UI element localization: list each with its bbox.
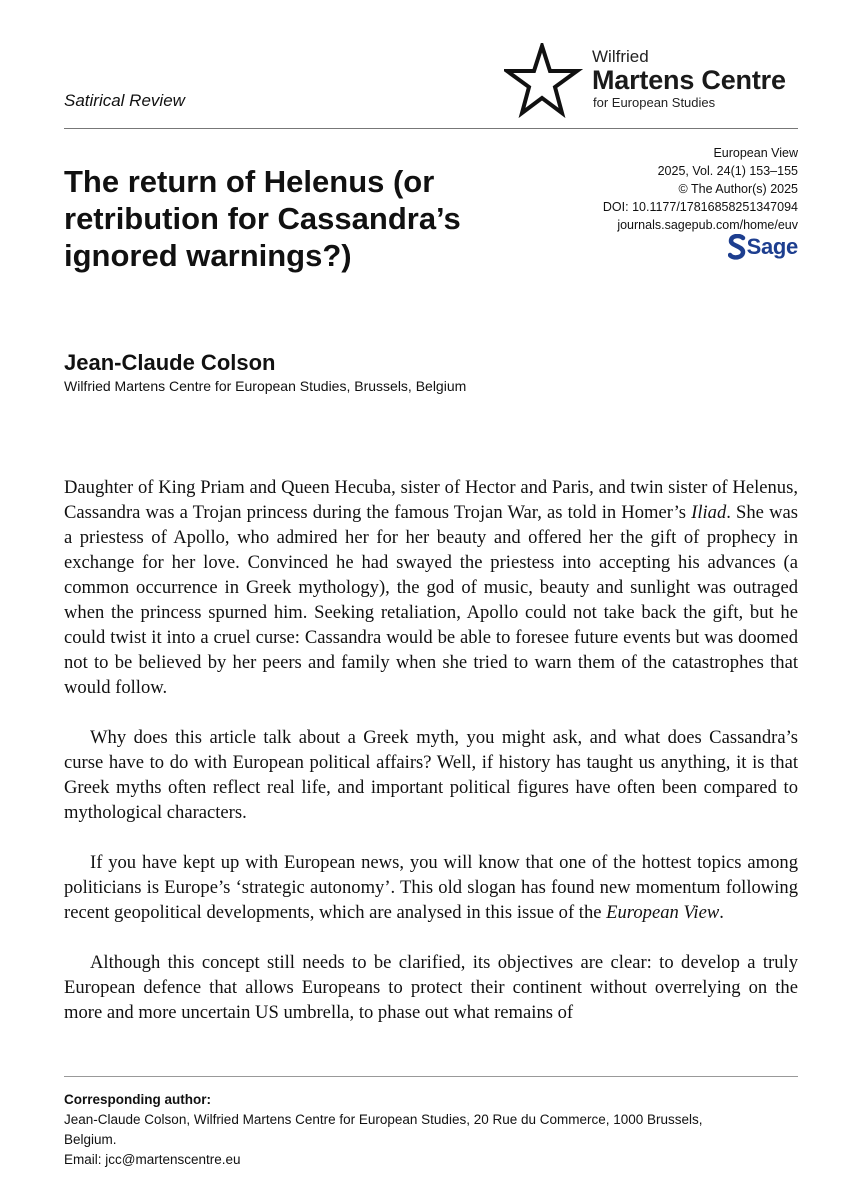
corresponding-author-note <box>64 1090 798 1170</box>
header-divider <box>64 128 798 129</box>
journal-url[interactable]: journals.sagepub.com/home/euv <box>617 218 798 232</box>
logo-line-wilfried: Wilfried <box>592 47 649 66</box>
body-italic-european-view: European View <box>606 902 720 923</box>
star-person-icon <box>504 43 584 118</box>
publisher-logo[interactable] <box>504 43 804 118</box>
body-text-span: Daughter of King Priam and Queen Hecuba, sister of Hector and Paris, and twin sister of Helenus, Cassandra was a Trojan princess during the famous Trojan War, as told in Homer’s <box>64 477 798 523</box>
article-title: The return of Helenus (or retribution for Cassandra’s ignored warnings?) <box>64 164 461 273</box>
body-italic-iliad: Iliad <box>691 502 727 523</box>
author-name: Jean-Claude Colson <box>64 350 276 375</box>
body-paragraph-4: Although this concept still needs to be clarified, its objectives are clear: to develop a truly European defence that allows Europeans to protect their continent without overrelying on the more and more uncertain US umbrella, to phase out what remains of <box>64 952 798 1023</box>
footer-divider <box>64 1076 798 1077</box>
section-label: Satirical Review <box>64 91 185 110</box>
journal-doi[interactable]: DOI: 10.1177/17816858251347094 <box>602 200 798 214</box>
body-text-span: . She was a priestess of Apollo, who admired her for her beauty and offered her the gift of prophecy in exchange for her love. Convinced he had swayed the priestess into accepting his advances (a common occurrence in Greek mythology), the god of music, beauty and sunlight was outraged when the princess spurned him. Seeking retaliation, Apollo could not take back the gift, but he could twist it into a cruel curse: Cassandra would be able to foresee future events but was doomed not to be believed by her peers and family when she tried to warn them of the catastrophes that would follow. <box>64 502 798 698</box>
article-body <box>64 475 798 1050</box>
corresponding-author-label: Corresponding author: <box>64 1092 211 1107</box>
logo-line-european-studies: for European Studies <box>593 95 716 110</box>
corresponding-address-line: Jean-Claude Colson, Wilfried Martens Centre for European Studies, 20 Rue du Commerce, 1000 Brussels, <box>64 1112 703 1127</box>
body-text-span: . <box>719 902 724 923</box>
corresponding-email[interactable]: Email: jcc@martenscentre.eu <box>64 1152 241 1167</box>
journal-name: European View <box>713 146 798 160</box>
sage-s-icon <box>728 234 746 260</box>
journal-copyright: © The Author(s) 2025 <box>678 182 798 196</box>
body-paragraph-2: Why does this article talk about a Greek myth, you might ask, and what does Cassandra’s curse have to do with European political affairs? Well, if history has taught us anything, it is that Greek myths often reflect real life, and important political figures have often been compared to mythological characters. <box>64 727 798 823</box>
journal-volume: 2025, Vol. 24(1) 153–155 <box>657 164 798 178</box>
body-text-span: If you have kept up with European news, you will know that one of the hottest topics among politicians is Europe’s ‘strategic autonomy’. This old slogan has found new momentum following recent geopolitical developments, which are analysed in this issue of the <box>64 852 798 923</box>
body-paragraph-1 <box>64 475 798 700</box>
logo-line-martens-centre: Martens Centre <box>592 65 786 95</box>
body-paragraph-3 <box>64 850 798 925</box>
author-affiliation: Wilfried Martens Centre for European Studies, Brussels, Belgium <box>64 378 467 394</box>
journal-metadata <box>603 144 798 234</box>
sage-wordmark: Sage <box>746 234 798 259</box>
corresponding-address-country: Belgium. <box>64 1132 117 1147</box>
